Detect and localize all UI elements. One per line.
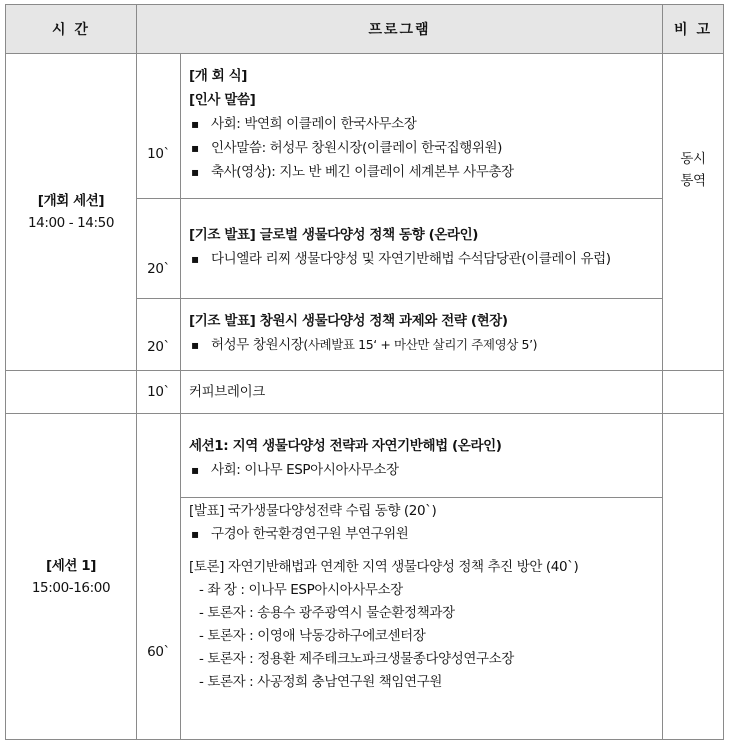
program-cell xyxy=(181,498,663,740)
list-item: ▪ 사회: 박연희 이클레이 한국사무소장 xyxy=(189,112,654,136)
program-schedule-table xyxy=(5,4,724,740)
session1-row-1 xyxy=(6,414,724,498)
keynote-title: [기조 발표] 글로벌 생물다양성 정책 동향 (온라인) xyxy=(189,227,479,243)
session1-time: 15:00-16:00 xyxy=(31,579,111,596)
list-item: - 토론자 : 사공정희 충남연구원 책임연구원 xyxy=(199,674,442,690)
keynote-title: [기조 발표] 창원시 생물다양성 정책 과제와 전략 (현장) xyxy=(189,313,508,329)
list-item: ▪ 인사말씀: 허성무 창원시장(이클레이 한국집행위원) xyxy=(189,136,654,160)
greetings-title: [인사 말씀] xyxy=(189,92,256,108)
duration-cell xyxy=(137,54,181,199)
note-cell xyxy=(663,414,724,740)
program-cell xyxy=(181,199,663,299)
break-time-cell xyxy=(6,371,137,414)
duration-cell xyxy=(137,199,181,299)
list-item: ▪ 축사(영상): 지노 반 베긴 이클레이 세계본부 사무총장 xyxy=(189,160,654,184)
opening-session-time-cell xyxy=(6,54,137,371)
header-time: 시 간 xyxy=(6,5,137,54)
opening-session-label: [개회 세션] xyxy=(37,193,105,209)
break-row xyxy=(6,371,724,414)
duration-cell xyxy=(137,414,181,740)
list-item: - 좌 장 : 이나무 ESP아시아사무소장 xyxy=(199,582,403,598)
program-cell xyxy=(181,371,663,414)
list-item: - 토론자 : 정용환 제주테크노파크생물종다양성연구소장 xyxy=(199,651,514,667)
break-label: 커피브레이크 xyxy=(189,384,265,400)
program-cell xyxy=(181,299,663,371)
note-cell xyxy=(663,371,724,414)
note-line: 동시 xyxy=(680,151,706,167)
session1-title: 세션1: 지역 생물다양성 전략과 자연기반해법 (온라인) xyxy=(189,438,502,454)
opening-row-1 xyxy=(6,54,724,199)
list-item: - 토론자 : 이영애 낙동강하구에코센터장 xyxy=(199,628,426,644)
list-item: ▪ 다니엘라 리찌 생물다양성 및 자연기반해법 수석담당관(이클레이 유럽) xyxy=(189,247,654,271)
list-item-main: 허성무 창원시장 xyxy=(211,337,304,353)
list-item xyxy=(189,333,654,357)
note-line: 통역 xyxy=(680,173,706,189)
duration-value: 20` xyxy=(147,260,170,277)
duration-value: 10` xyxy=(147,384,170,400)
opening-ceremony-title: [개 회 식] xyxy=(189,68,248,84)
note-cell xyxy=(663,54,724,371)
discussion-title: [토론] 자연기반해법과 연계한 지역 생물다양성 정책 추진 방안 (40`) xyxy=(189,559,579,575)
list-item-sub: (사례발표 15‘ + 마산만 살리기 주제영상 5’) xyxy=(303,337,538,352)
duration-cell xyxy=(137,371,181,414)
header-program: 프로그램 xyxy=(137,5,663,54)
session1-time-cell xyxy=(6,414,137,740)
list-item: - 토론자 : 송용수 광주광역시 물순환정책과장 xyxy=(199,605,455,621)
duration-value: 20` xyxy=(147,339,170,355)
session1-label: [세션 1] xyxy=(45,557,97,574)
header-row xyxy=(6,5,724,54)
opening-session-time: 14:00 - 14:50 xyxy=(27,215,115,231)
duration-value: 10` xyxy=(147,146,170,162)
program-cell xyxy=(181,54,663,199)
duration-cell xyxy=(137,299,181,371)
header-note: 비 고 xyxy=(663,5,724,54)
program-cell xyxy=(181,414,663,498)
list-item: ▪ 사회: 이나무 ESP아시아사무소장 xyxy=(189,458,654,482)
presentation-title: [발표] 국가생물다양성전략 수립 동향 (20`) xyxy=(189,503,437,519)
list-item: ▪ 구경아 한국환경연구원 부연구위원 xyxy=(189,523,654,546)
duration-value: 60` xyxy=(147,643,170,660)
